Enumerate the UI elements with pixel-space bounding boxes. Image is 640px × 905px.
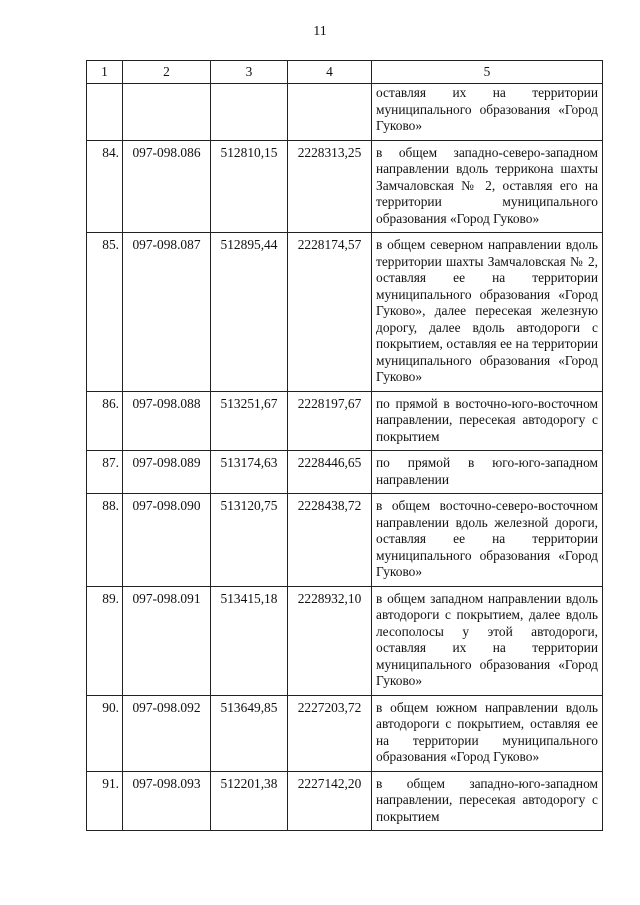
table-row (87, 391, 603, 451)
table-row (87, 494, 603, 587)
point-code: 097-098.088 (123, 391, 211, 451)
coordinate-y: 2227142,20 (288, 771, 372, 831)
table-row (87, 771, 603, 831)
point-code: 097-098.092 (123, 695, 211, 771)
table-row (87, 586, 603, 695)
table-header-row (87, 61, 603, 84)
boundary-description: по прямой в юго-юго-западном направлении (372, 451, 603, 494)
boundary-description: в общем восточно-северо-восточном направлении вдоль железной дороги, оставляя ее на территории муниципального образования «Город Гуково» (372, 494, 603, 587)
row-number: 85. (87, 233, 123, 392)
boundary-description: в общем западно-юго-западном направлении, пересекая автодорогу с покрытием (372, 771, 603, 831)
row-number: 84. (87, 140, 123, 233)
row-number: 88. (87, 494, 123, 587)
column-header: 3 (211, 61, 288, 84)
coordinate-y: 2228197,67 (288, 391, 372, 451)
coordinate-y: 2228313,25 (288, 140, 372, 233)
column-header: 2 (123, 61, 211, 84)
boundary-points-table (86, 60, 603, 831)
point-code: 097-098.087 (123, 233, 211, 392)
boundary-description: по прямой в восточно-юго-восточном направлении, пересекая автодорогу с покрытием (372, 391, 603, 451)
row-number: 90. (87, 695, 123, 771)
table-row (87, 140, 603, 233)
row-number: 89. (87, 586, 123, 695)
column-header: 1 (87, 61, 123, 84)
row-number: 91. (87, 771, 123, 831)
continuation-description: оставляя их на территории муниципального образования «Город Гуково» (372, 84, 603, 141)
coordinate-x: 513415,18 (211, 586, 288, 695)
coordinate-y: 2228446,65 (288, 451, 372, 494)
point-code: 097-098.091 (123, 586, 211, 695)
coordinate-x: 512201,38 (211, 771, 288, 831)
table-row (87, 451, 603, 494)
boundary-description: в общем западно-северо-западном направлении вдоль терриконa шахты Замчаловская № 2, оставляя его на территории муниципального образования «Город Гуково» (372, 140, 603, 233)
boundary-description: в общем западном направлении вдоль автодороги с покрытием, далее вдоль лесополосы у этой автодороги, оставляя их на территории муниципального образования «Город Гуково» (372, 586, 603, 695)
boundary-description: в общем южном направлении вдоль автодороги с покрытием, оставляя ее на территории муниципального образования «Город Гуково» (372, 695, 603, 771)
coordinate-x: 512895,44 (211, 233, 288, 392)
coordinate-x: 513649,85 (211, 695, 288, 771)
coordinate-y: 2228932,10 (288, 586, 372, 695)
point-code: 097-098.089 (123, 451, 211, 494)
column-header: 4 (288, 61, 372, 84)
coordinate-y: 2228174,57 (288, 233, 372, 392)
point-code: 097-098.086 (123, 140, 211, 233)
coordinate-x: 513174,63 (211, 451, 288, 494)
point-code: 097-098.093 (123, 771, 211, 831)
row-number: 87. (87, 451, 123, 494)
page-number: 11 (313, 24, 327, 39)
column-header: 5 (372, 61, 603, 84)
coordinate-x: 513120,75 (211, 494, 288, 587)
table-row (87, 233, 603, 392)
point-code: 097-098.090 (123, 494, 211, 587)
coordinate-y: 2227203,72 (288, 695, 372, 771)
boundary-description: в общем северном направлении вдоль территории шахты Замчаловская № 2, оставляя ее на территории муниципального образования «Город Гуково», далее пересекая железную дорогу, далее вдоль автодороги с покрытием, оставляя ее на территории муниципального образования «Город Гуково» (372, 233, 603, 392)
continuation-row (87, 84, 603, 141)
coordinate-x: 513251,67 (211, 391, 288, 451)
coordinate-x: 512810,15 (211, 140, 288, 233)
table-row (87, 695, 603, 771)
coordinate-y: 2228438,72 (288, 494, 372, 587)
row-number: 86. (87, 391, 123, 451)
